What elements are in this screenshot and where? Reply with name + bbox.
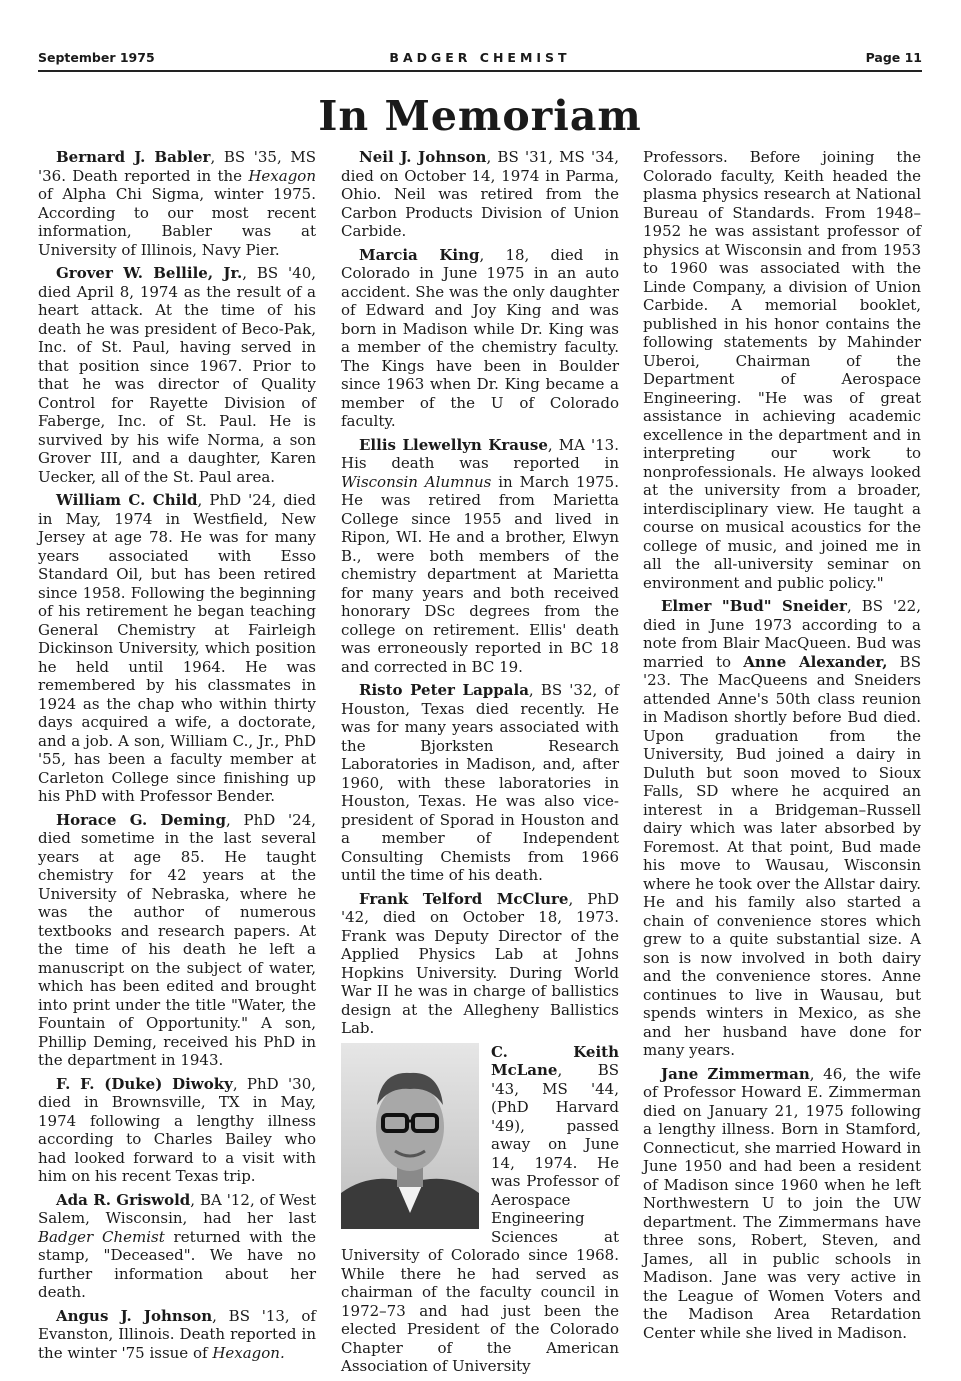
header-rule <box>38 70 922 72</box>
obituary-name: Ellis Llewellyn Krause <box>359 435 548 454</box>
obituary-name: Risto Peter Lappala <box>359 681 529 699</box>
obituary-king: Marcia King, 18, died in Colorado in June 1975 in an auto accident. She was the only daughter of Edward and Joy King and was born in Madison while Dr. King was a member of the chemistry faculty. The Kings have been in Boulder since 1963 when Dr. King became a member of the U of Colorado faculty. <box>341 245 619 430</box>
publication-name: BADGER CHEMIST <box>389 50 571 65</box>
obituary-angus-johnson: Angus J. Johnson, BS '13, of Evanston, Illinois. Death reported in the winter '75 issue of Hexagon. <box>38 1306 316 1362</box>
obituary-sneider: Elmer "Bud" Sneider, BS '22, died in June 1973 according to a note from Blair MacQueen. Bud was married to Anne Alexander, BS '23. The MacQueens and Sneiders attended Anne's 50th class reunion in Madison shortly before Bud died. Upon graduation from the University, Bud joined a dairy in Duluth but soon moved to Sioux Falls, SD where he acquired an interest in a Bridgeman–Russell dairy which was later absorbed by Foremost. At that point, Bud made his move to Wausau, Wisconsin where he took over the Allstar dairy. He and his family also started a chain of convenience stores which grew to a quite substantial size. A son is now involved in both dairy and the convenience stores. Anne continues to live in Wausau, but spends winters in Mexico, as she and her husband have done for many years. <box>643 597 921 1059</box>
obituary-child: William C. Child, PhD '24, died in May, 1974 in Westfield, New Jersey at age 78. He was for many years associated with Esso Standard Oil, but has been retired since 1958. Following the beginning of his retirement he began teaching General Chemistry at Fairleigh Dickinson University, which position he held until 1964. He was remembered by his classmates in 1924 as the chap who within thirty days acquired a wife, a doctorate, and a job. A son, William C., Jr., PhD '55, has been a faculty member at Carleton College since finishing up his PhD with Professor Bender. <box>38 491 316 805</box>
obituary-diwoky: F. F. (Duke) Diwoky, PhD '30, died in Brownsville, TX in May, 1974 following a lengthy illness according to Charles Bailey who had looked forward to a visit with him on his recent Texas trip. <box>38 1074 317 1185</box>
obituary-name: Angus J. Johnson <box>56 1306 213 1325</box>
portrait-image <box>341 1043 479 1229</box>
obituary-krause: Ellis Llewellyn Krause, MA '13. His death was reported in Wisconsin Alumnus in March 1975. He was retired from Marietta College since 1955 and lived in Ripon, WI. He and a brother, Elwyn B., were both members of the chemistry department at Marietta for many years and both received honorary DSc degrees from the college on retirement. Ellis' death was erroneously reported in BC 18 and corrected in BC 19. <box>341 435 619 676</box>
column-2 <box>341 148 619 1381</box>
obituary-mcclure: Frank Telford McClure, PhD '42, died on October 18, 1973. Frank was Deputy Director of the Applied Physics Lab at Johns Hopkins University. During World War II he was in charge of ballistics design at the Allegheny Ballistics Lab. <box>341 889 619 1037</box>
obituary-griswold: Ada R. Griswold, BA '12, of West Salem, Wisconsin, had her last Badger Chemist returned with the stamp, "Deceased". We have no further information about her death. <box>38 1190 316 1301</box>
obituary-bellile: Grover W. Bellile, Jr., BS '40, died April 8, 1974 as the result of a heart attack. At the time of his death he was president of Beco-Pak, Inc. of St. Paul, having served in that position since 1967. Prior to that he was director of Quality Control for Rayette Division of Faberge, Inc. of St. Paul. He is survived by his wife Norma, a son Grover III, and a daughter, Karen Uecker, all of the St. Paul area. <box>38 264 317 486</box>
page-number: Page 11 <box>865 50 922 65</box>
obituary-name: Horace G. Deming <box>56 810 226 829</box>
obituary-name: Ada R. Griswold <box>56 1190 191 1209</box>
page-header <box>38 50 922 70</box>
obituary-deming: Horace G. Deming, PhD '24, died sometime in the last several years at age 85. He taught chemistry for 42 years at the University of Nebraska, where he was the author of numerous textbooks and research papers. At the time of his death he left a manuscript on the subject of water, which has been edited and brought into print under the title "Water, the Fountain of Opportunity." A son, Phillip Deming, received his PhD in the department in 1943. <box>38 810 316 1069</box>
obituary-mclane: C. Keith McLane, BS '43, MS '44, (PhD Harvard '49), passed away on June 14, 1974. He was Professor of Aerospace Engineering Sciences at University of Colorado since 1968. While there he had served as chairman of the faculty council in 1972–73 and had just been the elected President of the Colorado Chapter of the American Association of University <box>341 1042 619 1375</box>
page-title: In Memoriam <box>318 92 642 140</box>
column-1 <box>38 148 316 1367</box>
issue-date: September 1975 <box>38 50 155 65</box>
obituary-name: C. Keith McLane <box>491 1042 619 1079</box>
obituary-name-spouse: Anne Alexander, <box>743 652 888 671</box>
obituary-name: Elmer "Bud" Sneider <box>661 597 847 615</box>
obituary-babler: Bernard J. Babler, BS '35, MS '36. Death reported in the Hexagon of Alpha Chi Sigma, winter 1975. According to our most recent information, Babler was at University of Illinois, Navy Pier. <box>38 148 316 259</box>
obituary-name: Neil J. Johnson <box>359 148 487 166</box>
obituary-neil-johnson: Neil J. Johnson, BS '31, MS '34, died on October 14, 1974 in Parma, Ohio. Neil was retired from the Carbon Products Division of Union Carbide. <box>341 148 619 240</box>
obituary-name: Frank Telford McClure <box>359 889 569 908</box>
column-3 <box>643 148 921 1347</box>
obituary-name: William C. Child <box>56 491 198 509</box>
obituary-name: Marcia King <box>359 245 480 264</box>
obituary-zimmerman: Jane Zimmerman, 46, the wife of Professor Howard E. Zimmerman died on January 21, 1975 following a lengthy illness. Born in Stamford, Connecticut, she married Howard in June 1950 and had been a resident of Madison since 1960 when he left Northwestern U to join the UW department. The Zimmermans have three sons, Robert, Steven, and James, all in public schools in Madison. Jane was very active in the League of Women Voters and the Madison Area Retardation Center while she lived in Madison. <box>643 1064 922 1342</box>
obituary-name: F. F. (Duke) Diwoky <box>56 1074 233 1093</box>
obituary-name: Jane Zimmerman <box>661 1064 810 1083</box>
obituary-lappala: Risto Peter Lappala, BS '32, of Houston, Texas died recently. He was for many years associated with the Bjorksten Research Laboratories in Madison, and, after 1960, with these laboratories in Houston, Texas. He was also vice-president of Sporad in Houston and a member of Independent Consulting Chemists from 1966 until the time of his death. <box>341 681 619 884</box>
obituary-name: Bernard J. Babler <box>56 148 211 166</box>
obituary-name: Grover W. Bellile, Jr. <box>56 264 243 282</box>
portrait-photo <box>341 1043 479 1229</box>
obituary-mclane-continued: Professors. Before joining the Colorado faculty, Keith headed the plasma physics research at National Bureau of Standards. From 1948–1952 he was assistant professor of physics at Wisconsin and from 1953 to 1960 was associated with the Linde Company, a division of Union Carbide. A memorial booklet, published in his honor contains the following statements by Mahinder Uberoi, Chairman of the Department of Aerospace Engineering. "He was of great assistance in achieving academic excellence in the department and in interpreting our work to nonprofessionals. He always looked at the university from a broader, interdisciplinary view. He taught a course on musical acoustics for the college of music, and joined me in all the all-university seminar on environment and public policy." <box>643 148 921 592</box>
